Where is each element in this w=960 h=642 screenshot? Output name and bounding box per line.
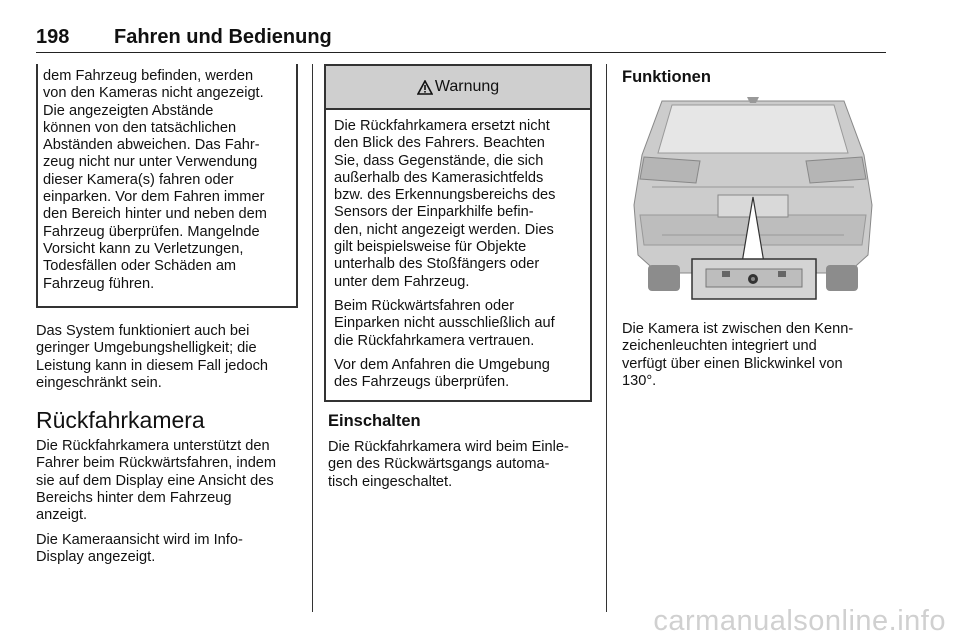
column-1-text [36, 323, 308, 573]
warning-paragraph-1: Die Rückfahrkamera ersetzt nicht den Blick des Fahrers. Beachten Sie, dass Gegenstände, die sich außerhalb des Kamerasichtfelds bzw. des Erkennungsbereichs des Sensors der Einparkhilfe befin- den, nicht angezeigt werden. Dies gilt beispielsweise für Objekte unterhalb des Stoßfängers oder unter dem Fahrzeug. [334, 118, 556, 290]
watermark: carmanualsonline.info [653, 605, 946, 637]
page-number: 198 [36, 26, 70, 48]
warning-paragraph-2: Beim Rückwärtsfahren oder Einparken nicht ausschließlich auf die Rückfahrkamera vertrauen. [334, 297, 555, 349]
column-2-text [328, 411, 600, 498]
warning-title: Warnung [434, 78, 500, 95]
column-3-text [622, 321, 886, 397]
camera-location-illustration [622, 95, 884, 305]
warning-paragraph-3: Vor dem Anfahren die Umgebung des Fahrzeugs überprüfen. [334, 356, 550, 391]
warning-header [326, 66, 590, 110]
box-text: dem Fahrzeug befinden, werden von den Kameras nicht angezeigt. Die angezeigten Abstände können von den tatsächlichen Abständen abweichen. Das Fahr- zeug nicht nur unter Verwendung dieser Kamera(s) fahren oder einparken. Vor dem Fahren immer den Bereich hinter und neben dem Fahrzeug überprüfen. Mangelnde Vorsicht kann zu Verletzungen, Todesfällen oder Schäden am Fahrzeug führen. [43, 68, 267, 292]
column-divider-right [606, 64, 607, 612]
heading-einschalten: Einschalten [328, 412, 421, 430]
paragraph-funktionen: Die Kamera ist zwischen den Kenn- zeichenleuchten integriert und verfügt über einen Blickwinkel von 130°. [622, 321, 854, 389]
warning-box [324, 64, 592, 402]
warning-continuation-box [36, 64, 298, 308]
paragraph-einschalten: Die Rückfahrkamera wird beim Einle- gen des Rückwärtsgangs automa- tisch eingeschaltet. [328, 439, 569, 490]
heading-rueckfahrkamera: Rückfahrkamera [36, 407, 205, 434]
warning-triangle-icon [417, 80, 433, 95]
column-3-heading [622, 67, 886, 87]
column-divider-left [312, 64, 313, 612]
heading-funktionen: Funktionen [622, 68, 711, 86]
paragraph-intro: Die Rückfahrkamera unterstützt den Fahrer beim Rückwärtsfahren, indem sie auf dem Display eine Ansicht des Bereichs hinter dem Fahrzeug anzeigt. [36, 438, 277, 524]
page-header [36, 26, 886, 53]
paragraph-low-light: Das System funktioniert auch bei geringer Umgebungshelligkeit; die Leistung kann in diesem Fall jedoch eingeschränkt sein. [36, 323, 269, 391]
paragraph-display: Die Kameraansicht wird im Info- Display angezeigt. [36, 531, 243, 565]
section-title: Fahren und Bedienung [114, 26, 332, 48]
warning-body [326, 110, 590, 391]
